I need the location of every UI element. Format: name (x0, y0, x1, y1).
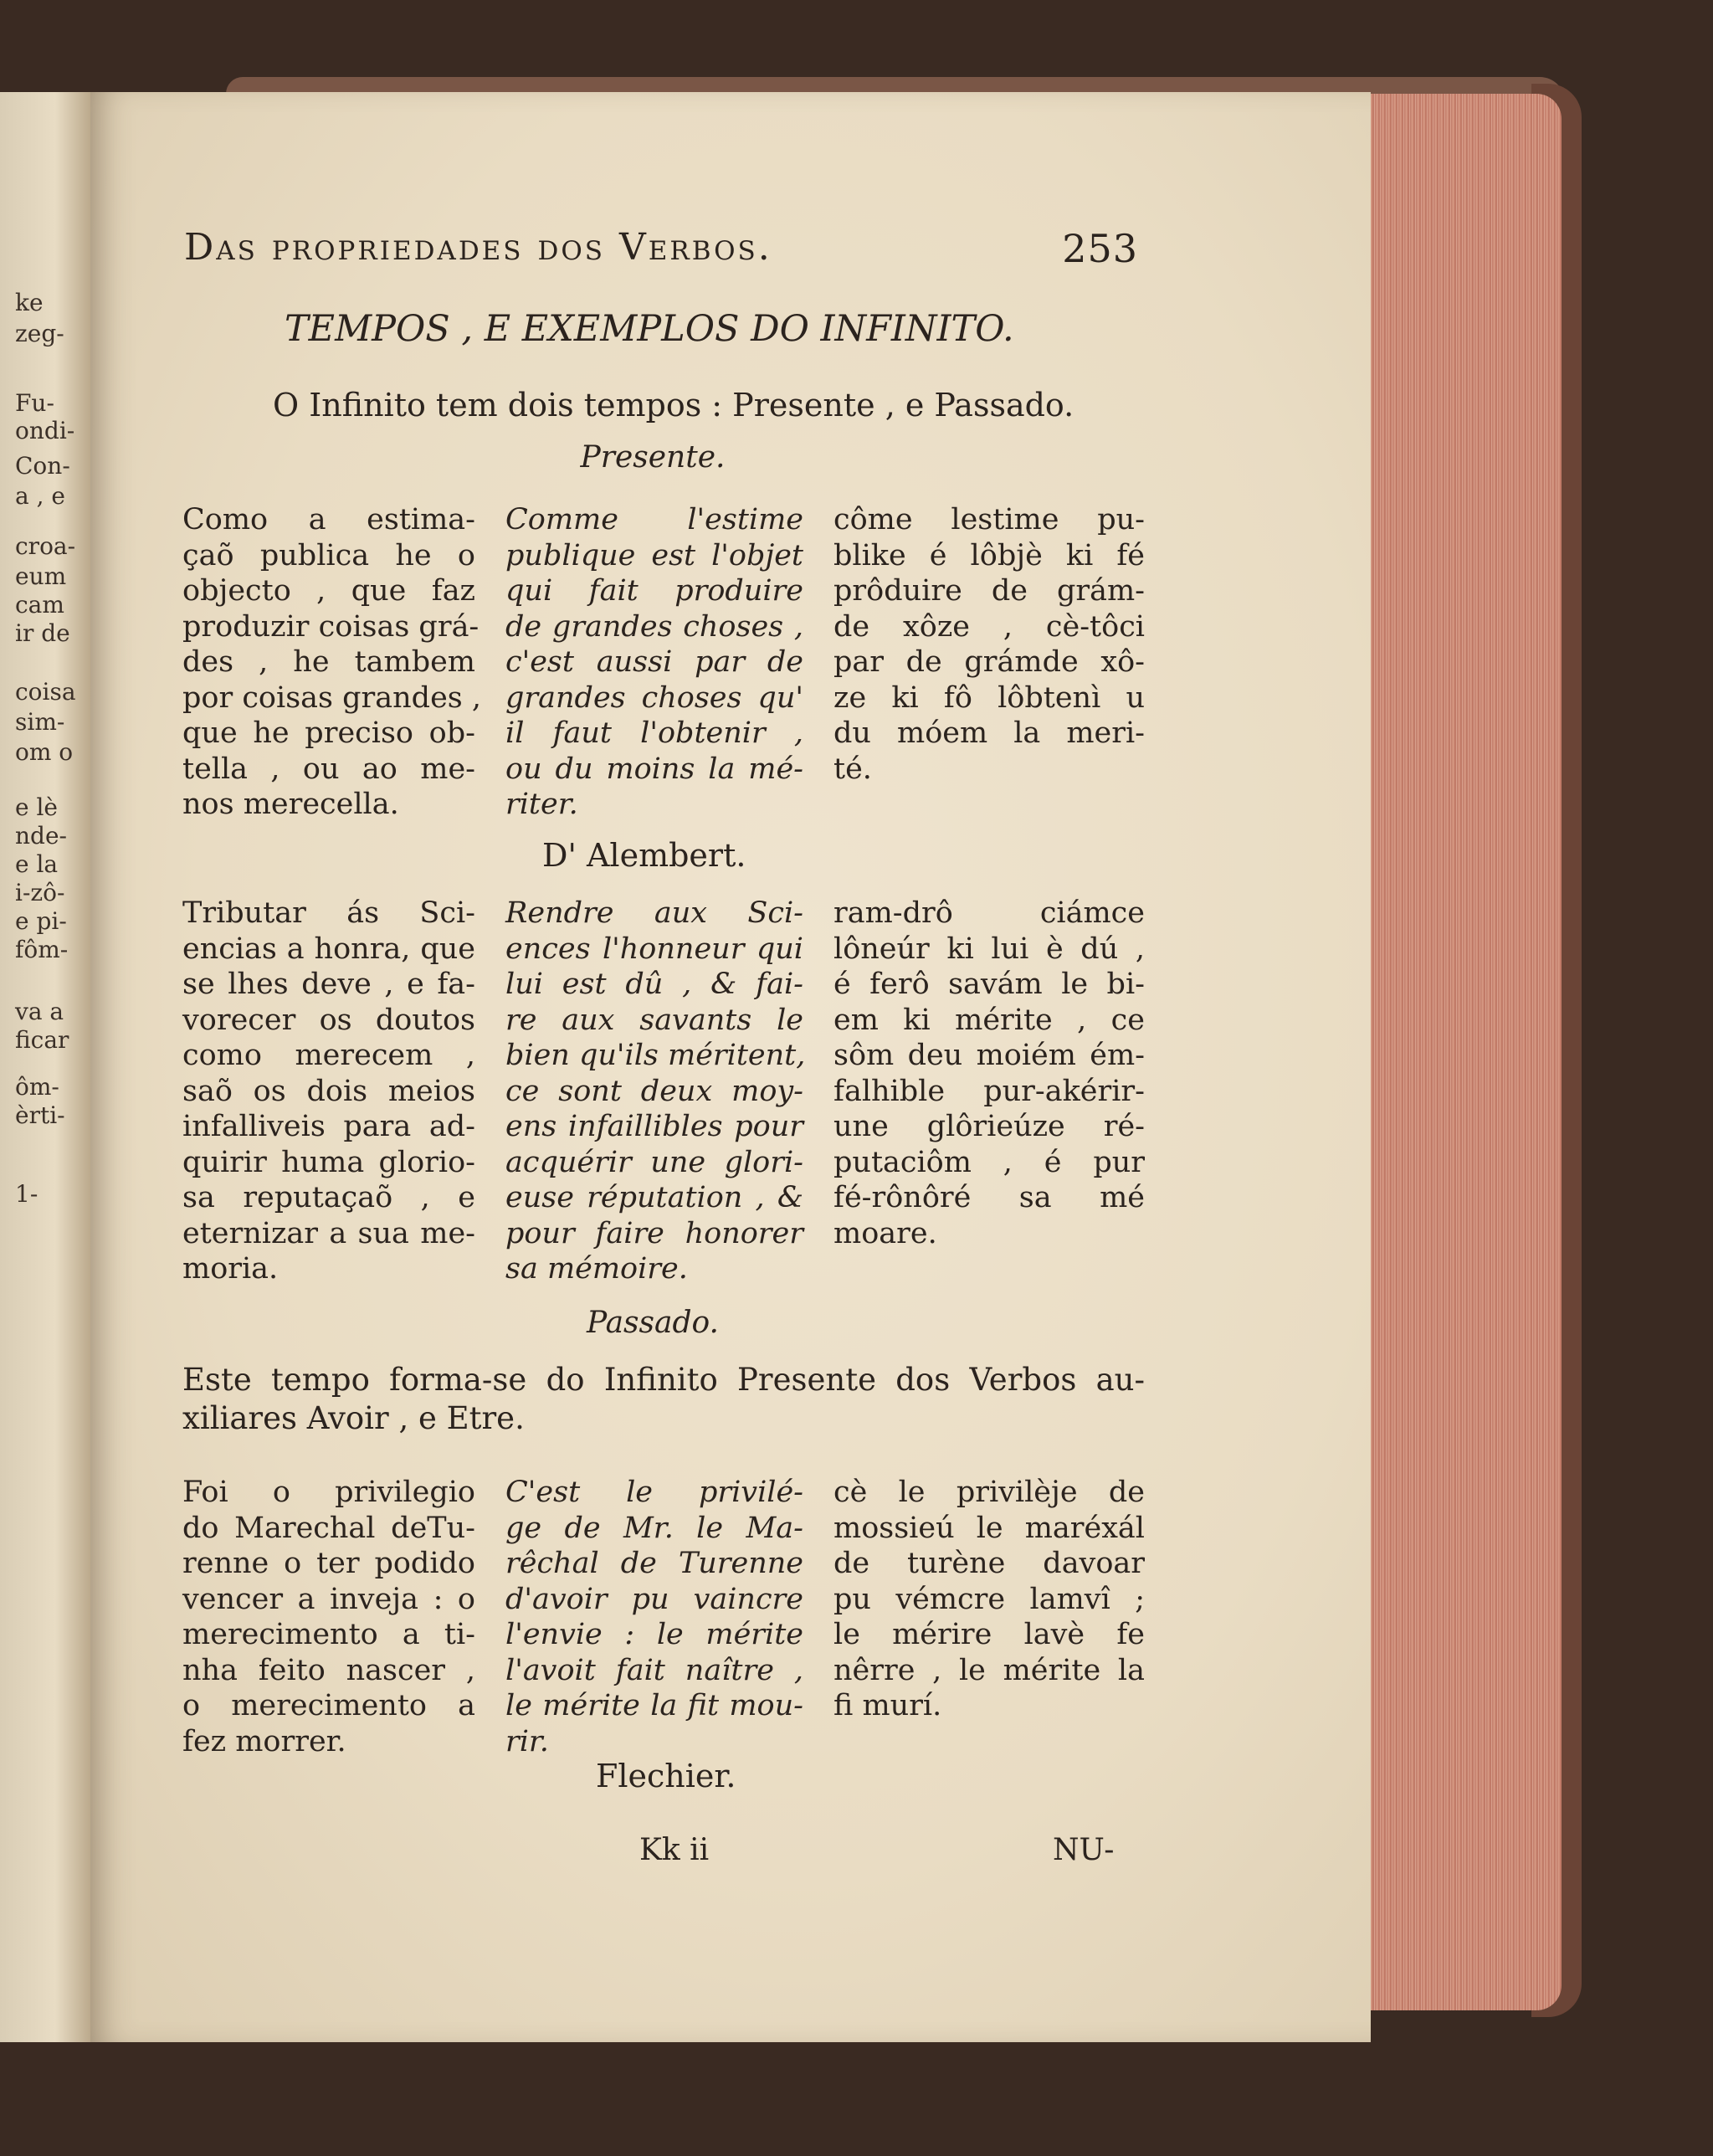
text-line: riter. (505, 788, 578, 821)
example2-portuguese (182, 896, 475, 1287)
margin-fragment: i-zô- (15, 879, 65, 906)
text-line: em ki mérite , ce (833, 1003, 1145, 1037)
text-line: ou du moins la mé- (505, 752, 803, 786)
margin-fragment: ondi- (15, 417, 75, 444)
margin-fragment: nde- (15, 822, 67, 850)
text-line: des , he tambem (182, 645, 475, 679)
text-line: rêchal de Turenne (505, 1547, 803, 1580)
text-line: por coisas grandes , (182, 680, 481, 715)
intro-line: O Infinito tem dois tempos : Presente , e Passado. (273, 387, 1074, 424)
text-line: grandes choses qu' (505, 680, 803, 715)
margin-fragment: sim- (15, 708, 65, 736)
margin-fragment: eum (15, 562, 67, 590)
text-line: infalliveis para ad- (182, 1110, 475, 1143)
text-line: sa mémoire. (505, 1252, 688, 1286)
text-line: Tributar ás Sci- (182, 896, 475, 930)
text-line: c'est aussi par de (505, 645, 803, 679)
signature-mark: Kk ii (639, 1833, 710, 1867)
present-label: Presente. (580, 440, 726, 475)
example3-french (505, 1475, 803, 1759)
text-line: falhible pur-akérir- (833, 1074, 1145, 1108)
margin-fragment: ke (15, 289, 44, 316)
text-line: Este tempo forma-se do Infinito Presente dos Verbos au- (182, 1362, 1145, 1398)
margin-fragment: fôm- (15, 936, 69, 963)
text-line: sa reputaçaõ , e (182, 1181, 475, 1214)
text-line: l'avoit fait naître , (505, 1653, 803, 1687)
text-line: l'envie : le mérite (505, 1618, 803, 1651)
text-line: il faut l'obtenir , (505, 716, 803, 750)
text-line: par de grámde xô- (833, 645, 1145, 679)
text-line: re aux savants le (505, 1003, 803, 1037)
text-line: xiliares Avoir , e Etre. (182, 1400, 525, 1436)
text-line: tella , ou ao me- (182, 752, 475, 786)
text-line: Foi o privilegio (182, 1476, 475, 1509)
text-line: prôduire de grám- (833, 574, 1145, 608)
text-line: lui est dû , & fai- (505, 968, 803, 1001)
past-intro (182, 1361, 1145, 1438)
text-line: o merecimento a (182, 1689, 475, 1722)
text-line: moria. (182, 1252, 279, 1286)
text-line: mossieú le maréxál (833, 1511, 1145, 1545)
margin-fragment: e la (15, 850, 59, 878)
margin-fragment: cam (15, 591, 64, 619)
text-line: ce sont deux moy- (505, 1074, 803, 1108)
text-line: le mérire lavè fe (833, 1618, 1145, 1651)
text-line: Como a estima- (182, 503, 475, 536)
margin-fragment: èrti- (15, 1101, 65, 1129)
text-line: fez morrer. (182, 1724, 346, 1758)
text-line: lôneúr ki lui è dú , (833, 932, 1145, 966)
margin-fragment: a , e (15, 482, 65, 510)
margin-fragment: e pi- (15, 907, 67, 935)
text-line: ences l'honneur qui (505, 932, 803, 966)
text-line: vencer a inveja : o (182, 1582, 475, 1616)
text-line: té. (833, 752, 872, 786)
margin-fragment: Fu- (15, 389, 54, 417)
text-line: nos merecella. (182, 788, 399, 821)
example1-pronunciation (833, 502, 1145, 787)
text-line: produzir coisas grá- (182, 609, 480, 644)
example2-french (505, 896, 806, 1287)
text-line: le mérite la fit mou- (505, 1689, 803, 1722)
text-line: de grandes choses , (505, 609, 803, 644)
text-line: que he preciso ob- (182, 716, 475, 750)
margin-fragment: ôm- (15, 1073, 59, 1101)
text-line: euse réputation , & (505, 1181, 803, 1214)
text-line: qui fait produire (505, 574, 803, 608)
author-flechier: Flechier. (596, 1758, 736, 1794)
text-line: côme lestime pu- (833, 503, 1145, 536)
margin-fragment: croa- (15, 532, 76, 560)
section-title: TEMPOS , E EXEMPLOS DO INFINITO. (285, 308, 1014, 350)
page-number: 253 (1062, 226, 1138, 271)
text-line: fé-rônôré sa mé (833, 1181, 1145, 1214)
text-line: de xôze , cè-tôci (833, 609, 1145, 644)
text-line: ram-drô ciámce (833, 896, 1145, 930)
text-line: Rendre aux Sci- (505, 896, 803, 930)
example2-pronunciation (833, 896, 1145, 1251)
text-line: merecimento a ti- (182, 1618, 475, 1651)
text-line: d'avoir pu vaincre (505, 1582, 803, 1616)
text-line: du móem la meri- (833, 716, 1145, 750)
text-line: nha feito nascer , (182, 1653, 475, 1687)
text-line: pour faire honorer (505, 1216, 803, 1250)
text-line: se lhes deve , e fa- (182, 968, 475, 1001)
text-line: objecto , que faz (182, 574, 475, 608)
example3-pronunciation (833, 1475, 1145, 1724)
text-line: fi murí. (833, 1689, 942, 1722)
text-line: Comme l'estime (505, 503, 803, 536)
text-line: une glôrieúze ré- (833, 1110, 1145, 1143)
text-line: vorecer os doutos (182, 1003, 475, 1037)
text-line: como merecem , (182, 1039, 475, 1072)
text-line: de turène davoar (833, 1547, 1145, 1580)
text-line: acquérir une glori- (505, 1145, 803, 1179)
text-line: nêrre , le mérite la (833, 1653, 1145, 1687)
text-line: pu vémcre lamvî ; (833, 1582, 1145, 1616)
catchword: NU- (1053, 1833, 1115, 1867)
example1-french (505, 502, 803, 823)
margin-fragment: ir de (15, 619, 70, 647)
past-label: Passado. (586, 1306, 719, 1340)
text-line: encias a honra, que (182, 932, 475, 966)
text-line: publique est l'objet (505, 538, 803, 572)
text-line: saõ os dois meios (182, 1074, 475, 1108)
text-line: bien qu'ils méritent, (505, 1039, 806, 1072)
text-line: blike é lôbjè ki fé (833, 538, 1145, 572)
example1-portuguese (182, 502, 481, 823)
text-line: cè le privilèje de (833, 1476, 1145, 1509)
author-dalembert: D' Alembert. (542, 837, 746, 874)
facing-page-edge (0, 92, 92, 2042)
margin-fragment: Con- (15, 452, 70, 480)
text-line: putaciôm , é pur (833, 1145, 1145, 1179)
running-header (184, 226, 1138, 269)
text-line: rir. (505, 1724, 549, 1758)
page-edges (1369, 94, 1562, 2010)
example3-portuguese (182, 1475, 475, 1759)
margin-fragment: ficar (15, 1026, 69, 1054)
text-line: C'est le privilé- (505, 1476, 803, 1509)
margin-fragment: e lè (15, 793, 58, 821)
text-line: ze ki fô lôbtenì u (833, 680, 1145, 715)
text-line: çaõ publica he o (182, 538, 475, 572)
running-title: Das propriedades dos Verbos. (184, 226, 772, 269)
text-line: do Marechal deTu- (182, 1511, 475, 1545)
text-line: renne o ter podido (182, 1547, 475, 1580)
text-line: eternizar a sua me- (182, 1216, 475, 1250)
text-line: sôm deu moiém ém- (833, 1039, 1145, 1072)
text-line: quirir huma glorio- (182, 1145, 475, 1179)
text-line: ens infaillibles pour (505, 1110, 803, 1143)
margin-fragment: 1- (15, 1180, 38, 1208)
text-line: ge de Mr. le Ma- (505, 1511, 803, 1545)
margin-fragment: va a (15, 998, 64, 1025)
margin-fragment: zeg- (15, 320, 64, 347)
margin-fragment: coisa (15, 678, 76, 706)
text-line: é ferô savám le bi- (833, 968, 1145, 1001)
margin-fragment: om o (15, 738, 74, 766)
text-line: moare. (833, 1216, 937, 1250)
